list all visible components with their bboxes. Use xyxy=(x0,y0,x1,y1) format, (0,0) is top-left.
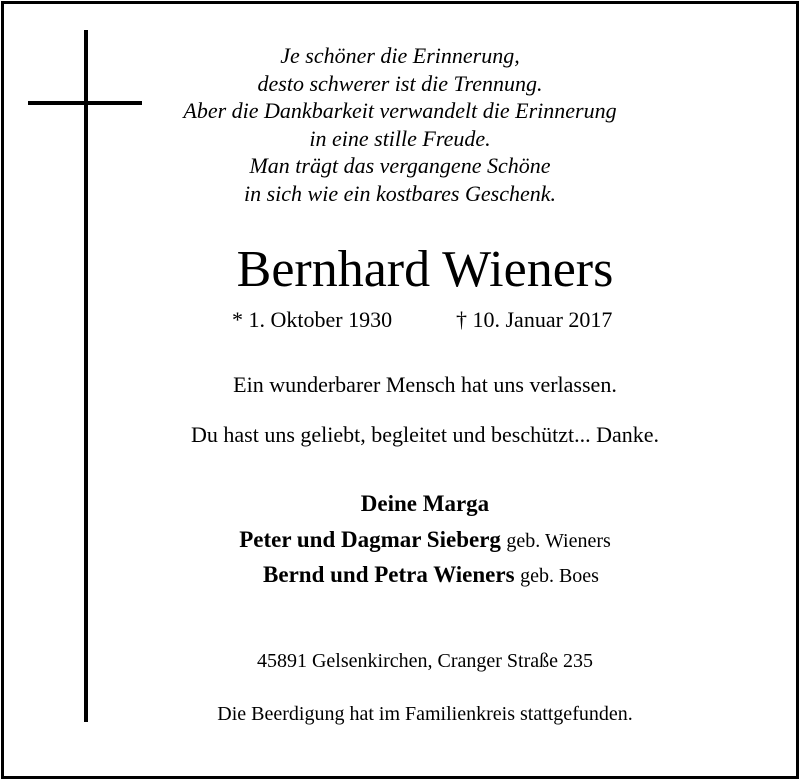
death-date: † 10. Januar 2017 xyxy=(456,307,613,332)
deceased-name: Bernhard Wieners xyxy=(236,241,614,298)
address: 45891 Gelsenkirchen, Cranger Straße 235 xyxy=(256,650,593,672)
mourner-name: Peter und Dagmar Sieberg xyxy=(239,527,501,552)
mourner-sieberg xyxy=(100,526,750,555)
poem-line: Je schöner die Erinnerung, xyxy=(280,43,520,68)
poem xyxy=(150,42,650,208)
mourner-marga: Deine Marga xyxy=(360,491,490,516)
funeral-note: Die Beerdigung hat im Familienkreis stattgefunden. xyxy=(217,703,633,725)
cross-icon-vertical-bar xyxy=(84,30,88,722)
mourner-name: Bernd und Petra Wieners xyxy=(263,562,515,587)
mourner-wieners xyxy=(106,561,756,590)
birth-date: * 1. Oktober 1930 xyxy=(232,307,393,332)
poem-line: Aber die Dankbarkeit verwandelt die Erinnerung xyxy=(183,98,617,124)
mourner-birthname: geb. Wieners xyxy=(506,530,611,552)
poem-line: Man trägt das vergangene Schöne xyxy=(249,153,551,179)
message-line-2: Du hast uns geliebt, begleitet und beschützt... Danke. xyxy=(191,422,659,447)
mourner-birthname: geb. Boes xyxy=(520,565,599,587)
poem-line: in sich wie ein kostbares Geschenk. xyxy=(244,180,556,206)
poem-line: in eine stille Freude. xyxy=(309,125,491,151)
poem-line: desto schwerer ist die Trennung. xyxy=(257,70,543,96)
message-line-1: Ein wunderbarer Mensch hat uns verlassen. xyxy=(233,372,617,397)
cross-icon-horizontal-bar xyxy=(28,101,142,105)
